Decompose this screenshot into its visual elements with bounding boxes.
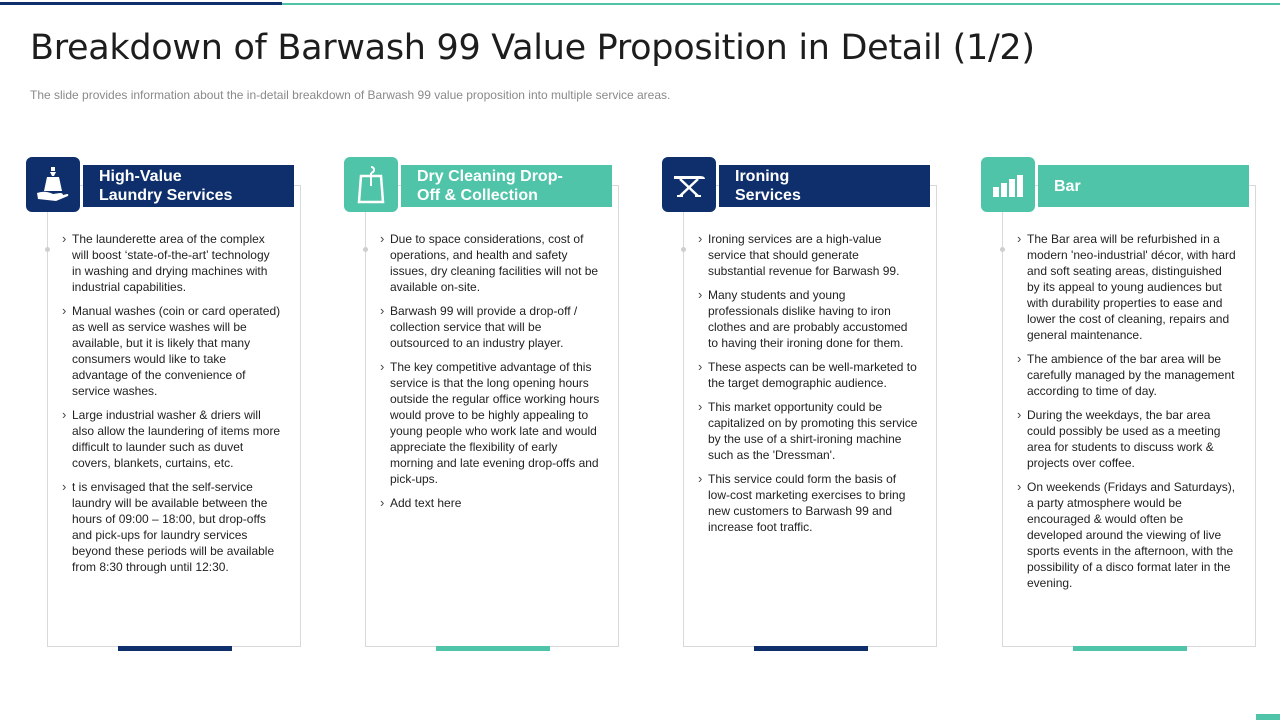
card-label-line: Services xyxy=(735,187,801,204)
bullet-item: › Ironing services are a high-value service that should generate substantial revenue for Barwash 99. xyxy=(698,231,918,279)
top-accent-line-dark xyxy=(0,2,282,5)
card-bottom-bar xyxy=(436,646,550,651)
bullet-item: › Large industrial washer & driers will also allow the laundering of items more difficult to launder such as duvet covers, blankets, curtains, etc. xyxy=(62,407,282,471)
top-accent-line-teal xyxy=(282,3,1280,5)
decor-dot xyxy=(681,247,686,252)
decor-dot xyxy=(45,247,50,252)
card-label xyxy=(401,165,612,207)
bullet-item: › The launderette area of the complex will boost ‘state-of-the-art’ technology in washing and drying machines with industrial capabilities. xyxy=(62,231,282,295)
bullet-list xyxy=(380,231,600,519)
decor-dot xyxy=(1000,247,1005,252)
card-ironing-services xyxy=(662,157,942,654)
slide-title: Breakdown of Barwash 99 Value Proposition in Detail (1/2) xyxy=(30,28,1035,68)
bullet-list xyxy=(1017,231,1237,599)
card-bottom-bar xyxy=(118,646,232,651)
card-laundry-services xyxy=(26,157,306,654)
card-dry-cleaning xyxy=(344,157,624,654)
card-label-line: Dry Cleaning Drop- xyxy=(417,168,563,185)
card-label-line: Laundry Services xyxy=(99,187,233,204)
bullet-item: › Barwash 99 will provide a drop-off / collection service that will be outsourced to an industry player. xyxy=(380,303,600,351)
card-label-line: Ironing xyxy=(735,168,790,185)
bullet-item: › Manual washes (coin or card operated) as well as service washes will be available, but it is likely that many consumers would like to take advantage of the convenience of service washes. xyxy=(62,303,282,399)
bullet-list xyxy=(698,231,918,543)
bullet-item: › Many students and young professionals dislike having to iron clothes and are probably accustomed to having their ironing done for them. xyxy=(698,287,918,351)
bullet-item: › Add text here xyxy=(380,495,600,511)
bar-chart-icon xyxy=(981,157,1035,212)
card-label xyxy=(83,165,294,207)
decor-dot xyxy=(363,247,368,252)
bullet-item: › During the weekdays, the bar area could possibly be used as a meeting area for students to discuss work & projects over coffee. xyxy=(1017,407,1237,471)
bullet-item: › These aspects can be well-marketed to the target demographic audience. xyxy=(698,359,918,391)
card-label xyxy=(1038,165,1249,207)
card-bar xyxy=(981,157,1261,654)
card-label-line: High-Value xyxy=(99,168,182,185)
corner-accent xyxy=(1256,714,1280,720)
bullet-item: › This market opportunity could be capitalized on by promoting this service by the use of a shirt-ironing machine such as the 'Dressman'. xyxy=(698,399,918,463)
ironing-board-icon xyxy=(662,157,716,212)
card-label-line: Off & Collection xyxy=(417,187,538,204)
bullet-list xyxy=(62,231,282,583)
bullet-item: › This service could form the basis of low-cost marketing exercises to bring new customers to Barwash 99 and increase foot traffic. xyxy=(698,471,918,535)
garment-bag-icon xyxy=(344,157,398,212)
bullet-item: › The Bar area will be refurbished in a modern 'neo-industrial' décor, with hard and soft seating areas, distinguished by its appeal to young audiences but with durability properties to ease and lower the cost of cleaning, repairs and general maintenance. xyxy=(1017,231,1237,343)
card-bottom-bar xyxy=(1073,646,1187,651)
slide-subtitle: The slide provides information about the in-detail breakdown of Barwash 99 value proposition into multiple service areas. xyxy=(30,88,671,102)
bullet-item: › t is envisaged that the self-service laundry will be available between the hours of 09:00 – 18:00, but drop-offs and pick-ups for laundry services beyond these periods will be available from 8:30 through until 12:30. xyxy=(62,479,282,575)
bullet-item: › The key competitive advantage of this service is that the long opening hours outside the regular office working hours would prove to be highly appealing to young people who work late and would appreciate the flexibility of early morning and late evening drop-offs and pick-ups. xyxy=(380,359,600,487)
card-bottom-bar xyxy=(754,646,868,651)
bullet-item: › On weekends (Fridays and Saturdays), a party atmosphere would be encouraged & would often be developed around the viewing of live sports events in the afternoon, with the possibility of a disco format later in the evening. xyxy=(1017,479,1237,591)
bullet-item: › The ambience of the bar area will be carefully managed by the management according to time of day. xyxy=(1017,351,1237,399)
card-label-line: Bar xyxy=(1054,177,1081,195)
laundry-hand-icon xyxy=(26,157,80,212)
card-label xyxy=(719,165,930,207)
bullet-item: › Due to space considerations, cost of operations, and health and safety issues, dry cleaning facilities will not be available on-site. xyxy=(380,231,600,295)
